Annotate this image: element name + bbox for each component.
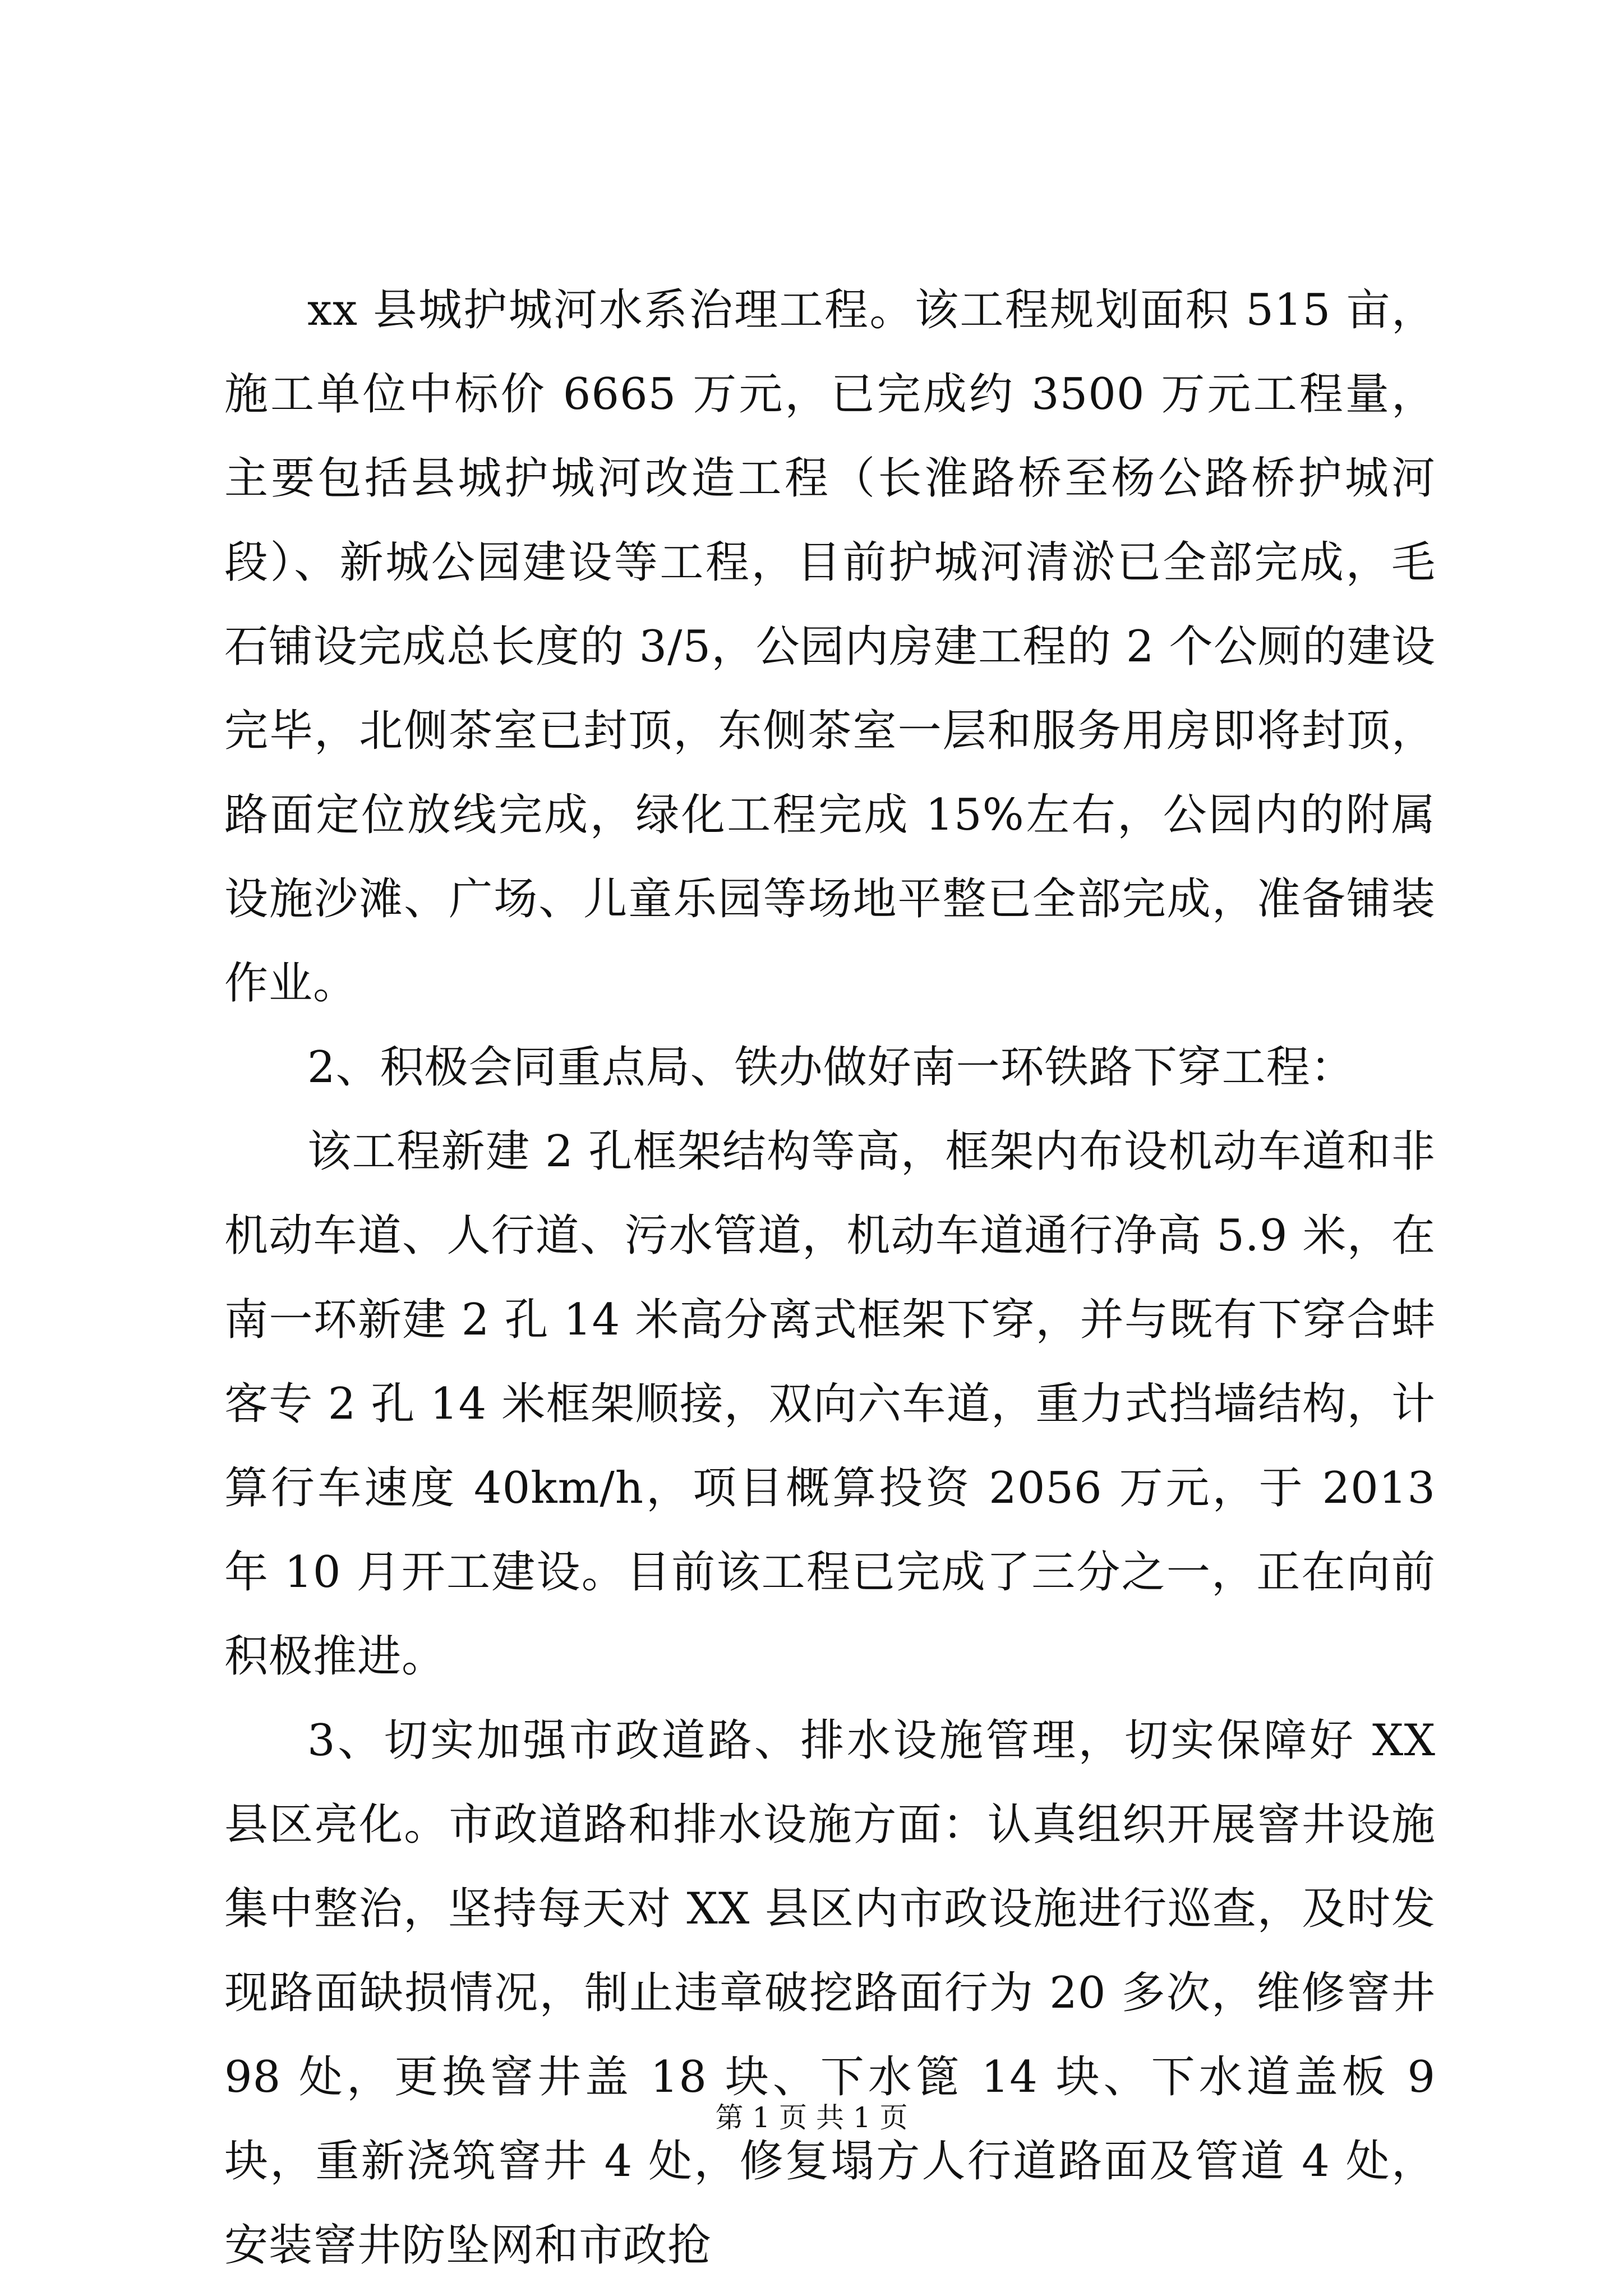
paragraph-railway-heading: 2、积极会同重点局、铁办做好南一环铁路下穿工程：	[307, 1042, 1355, 1093]
paragraph-municipal-roads: 3、切实加强市政道路、排水设施管理，切实保障好 XX 县区亮化。市政道路和排水设施方面：认真组织开展窨井设施集中整治，坚持每天对 XX 县区内市政设施进行巡查，及时发现路面缺损情况，制止违章破挖路面行为 20 多次，维修窨井 98 处，更换窨井盖 18 块、下水篦 14 块、下水道盖板 9 块，重新浇筑窨井 4 处，修复塌方人行道路面及管道 4 处，安装窨井防坠网和市政抢	[224, 1715, 1436, 2271]
page-number-footer: 第 1 页 共 1 页	[715, 2101, 908, 2134]
paragraph-moat-project: xx 县城护城河水系治理工程。该工程规划面积 515 亩，施工单位中标价 6665 万元，已完成约 3500 万元工程量，主要包括县城护城河改造工程（长淮路桥至杨公路桥护城河段）、新城公园建设等工程，目前护城河清淤已全部完成，毛石铺设完成总长度的 3/5，公园内房建工程的 2 个公厕的建设完毕，北侧茶室已封顶，东侧茶室一层和服务用房即将封顶，路面定位放线完成，绿化工程完成 15%左右，公园内的附属设施沙滩、广场、儿童乐园等场地平整已全部完成，准备铺装作业。	[224, 285, 1436, 1009]
paragraph-railway-underpass: 该工程新建 2 孔框架结构等高，框架内布设机动车道和非机动车道、人行道、污水管道，机动车道通行净高 5.9 米，在南一环新建 2 孔 14 米高分离式框架下穿，并与既有下穿合蚌客专 2 孔 14 米框架顺接，双向六车道，重力式挡墙结构，计算行车速度 40km/h，项目概算投资 2056 万元，于 2013 年 10 月开工建设。目前该工程已完成了三分之一，正在向前积极推进。	[224, 1126, 1436, 1682]
document-body	[224, 268, 1436, 2288]
